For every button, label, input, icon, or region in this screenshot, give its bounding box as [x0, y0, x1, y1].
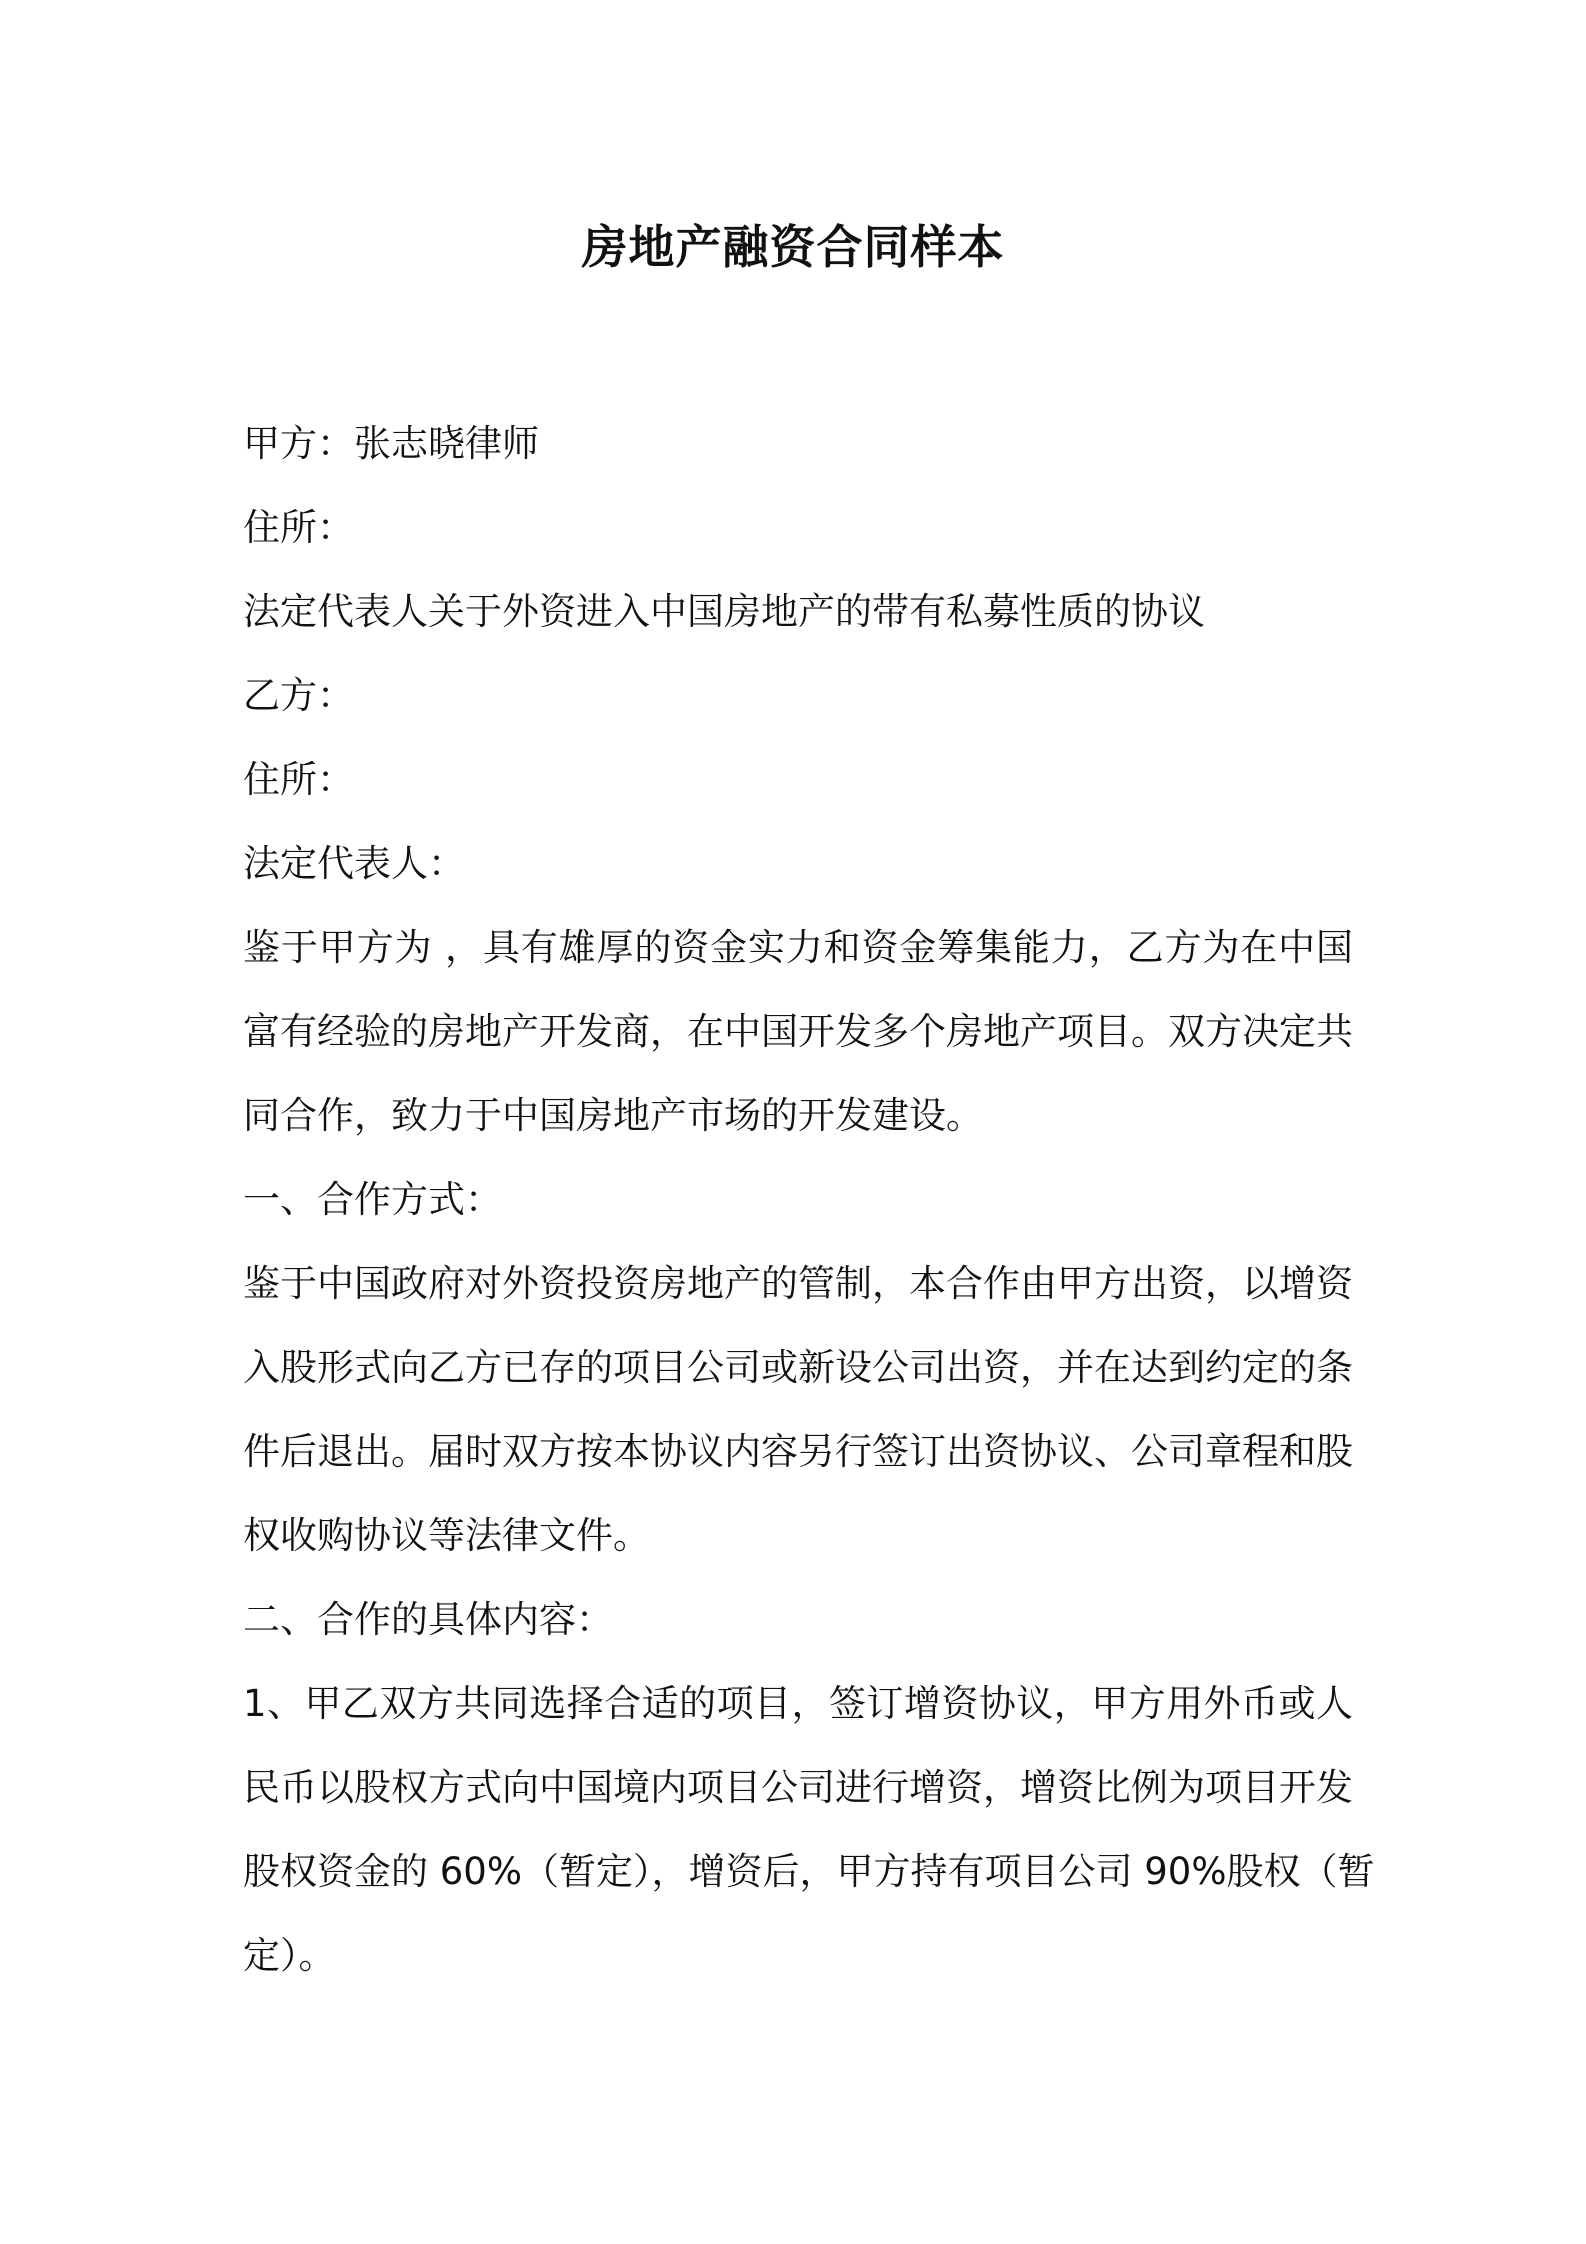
paragraph-line: 鉴于甲方为 ，具有雄厚的资金实力和资金筹集能力，乙方为在中国 — [243, 926, 1353, 969]
party-a-address-line: 住所： — [243, 506, 354, 549]
paragraph-line: 股权资金的 60%（暂定），增资后，甲方持有项目公司 90%股权（暂 — [243, 1850, 1375, 1893]
paragraph-line: 1、甲乙双方共同选择合适的项目，签订增资协议，甲方用外币或人 — [243, 1682, 1353, 1725]
section-2-item-1-paragraph — [243, 1662, 1375, 1998]
section-2-heading: 二、合作的具体内容： — [243, 1598, 613, 1641]
paragraph-line: 权收购协议等法律文件。 — [243, 1514, 650, 1557]
paragraph-line: 入股形式向乙方已存的项目公司或新设公司出资，并在达到约定的条 — [243, 1346, 1353, 1389]
document-title: 房地产融资合同样本 — [581, 220, 1005, 274]
preamble-paragraph — [243, 906, 1353, 1158]
paragraph-line: 同合作，致力于中国房地产市场的开发建设。 — [243, 1094, 983, 1137]
paragraph-line: 鉴于中国政府对外资投资房地产的管制，本合作由甲方出资，以增资 — [243, 1262, 1353, 1305]
party-b-address-line: 住所： — [243, 758, 354, 801]
paragraph-line: 民币以股权方式向中国境内项目公司进行增资，增资比例为项目开发 — [243, 1766, 1353, 1809]
paragraph-line: 定）。 — [243, 1934, 336, 1977]
paragraph-line: 富有经验的房地产开发商，在中国开发多个房地产项目。双方决定共 — [243, 1010, 1353, 1053]
party-b-line: 乙方： — [243, 674, 354, 717]
party-a-line: 甲方：张志晓律师 — [243, 422, 539, 465]
party-a-representative-line: 法定代表人关于外资进入中国房地产的带有私募性质的协议 — [243, 590, 1205, 633]
document-body — [243, 402, 1375, 1998]
section-1-heading: 一、合作方式： — [243, 1178, 502, 1221]
paragraph-line: 件后退出。届时双方按本协议内容另行签订出资协议、公司章程和股 — [243, 1430, 1353, 1473]
party-b-representative-line: 法定代表人： — [243, 842, 465, 885]
section-1-paragraph — [243, 1242, 1353, 1578]
